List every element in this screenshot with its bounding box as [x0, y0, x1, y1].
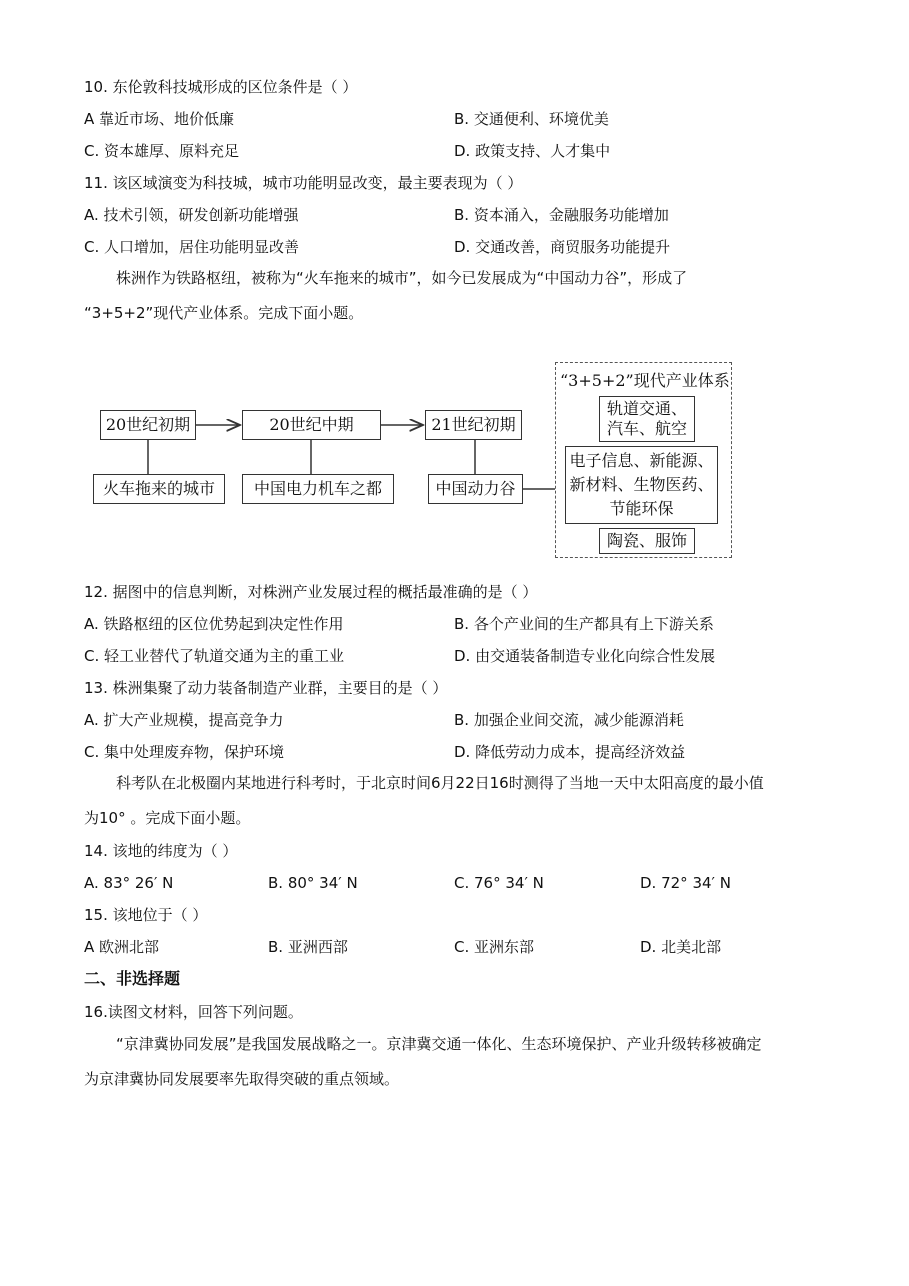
group2-line3: 节能环保: [609, 499, 674, 518]
q10-stem: 10. 东伦敦科技城形成的区位条件是（ ）: [84, 78, 358, 96]
q10-option-b: B. 交通便利、环境优美: [454, 110, 609, 128]
section2-title: 二、非选择题: [84, 969, 181, 988]
q12-option-a: A. 铁路枢纽的区位优势起到决定性作用: [84, 615, 344, 633]
q15-option-c: C. 亚洲东部: [454, 938, 535, 956]
q11-option-c: C. 人口增加，居住功能明显改善: [84, 238, 300, 256]
q16-material-line2: 为京津冀协同发展要率先取得突破的重点领域。: [84, 1070, 400, 1088]
q12-option-b: B. 各个产业间的生产都具有上下游关系: [454, 615, 714, 633]
group1-line1: 轨道交通、: [606, 399, 687, 418]
q12-option-d: D. 由交通装备制造专业化向综合性发展: [454, 647, 716, 665]
q14-option-c: C. 76° 34′ N: [454, 874, 544, 892]
industry-group-5: [565, 446, 718, 524]
q13-stem: 13. 株洲集聚了动力装备制造产业群，主要目的是（ ）: [84, 679, 448, 697]
q11-stem: 11. 该区域演变为科技城，城市功能明显改变，最主要表现为（ ）: [84, 174, 523, 192]
label-box-2: 中国电力机车之都: [242, 474, 394, 504]
q14-stem: 14. 该地的纬度为（ ）: [84, 842, 238, 860]
q13-option-d: D. 降低劳动力成本，提高经济效益: [454, 743, 686, 761]
period-box-1: 20世纪初期: [100, 410, 196, 440]
q11-option-d: D. 交通改善，商贸服务功能提升: [454, 238, 671, 256]
q14-option-a: A. 83° 26′ N: [84, 874, 174, 892]
group1-line2: 汽车、航空: [606, 419, 687, 438]
period-box-2: 20世纪中期: [242, 410, 381, 440]
q15-option-a: A 欧洲北部: [84, 938, 160, 956]
period-box-3: 21世纪初期: [425, 410, 522, 440]
intro14-line1: 科考队在北极圈内某地进行科考时，于北京时间6月22日16时测得了当地一天中太阳高度的最小值: [116, 774, 764, 792]
q11-option-a: A. 技术引领，研发创新功能增强: [84, 206, 299, 224]
q15-stem: 15. 该地位于（ ）: [84, 906, 208, 924]
intro12-line2: “3+5+2”现代产业体系。完成下面小题。: [84, 304, 364, 322]
group2-line2: 新材料、生物医药、: [569, 475, 714, 494]
q15-option-b: B. 亚洲西部: [268, 938, 348, 956]
label-box-1: 火车拖来的城市: [93, 474, 225, 504]
intro12-line1: 株洲作为铁路枢纽，被称为“火车拖来的城市”，如今已发展成为“中国动力谷”，形成了: [116, 269, 688, 287]
q10-option-c: C. 资本雄厚、原料充足: [84, 142, 240, 160]
q14-option-d: D. 72° 34′ N: [640, 874, 731, 892]
label-box-3: 中国动力谷: [428, 474, 523, 504]
q14-option-b: B. 80° 34′ N: [268, 874, 358, 892]
q12-stem: 12. 据图中的信息判断，对株洲产业发展过程的概括最准确的是（ ）: [84, 583, 538, 601]
industry-group-3: [599, 396, 695, 442]
q16-stem: 16.读图文材料，回答下列问题。: [84, 1003, 303, 1021]
q12-option-c: C. 轻工业替代了轨道交通为主的重工业: [84, 647, 345, 665]
q13-option-a: A. 扩大产业规模，提高竞争力: [84, 711, 284, 729]
q15-option-d: D. 北美北部: [640, 938, 722, 956]
q13-option-b: B. 加强企业间交流，减少能源消耗: [454, 711, 684, 729]
q10-option-a: A 靠近市场、地价低廉: [84, 110, 235, 128]
industry-group-2: 陶瓷、服饰: [599, 528, 695, 554]
group2-line1: 电子信息、新能源、: [569, 451, 714, 470]
q16-material-line1: “京津冀协同发展”是我国发展战略之一。京津冀交通一体化、生态环境保护、产业升级转移被确定: [116, 1035, 762, 1053]
q10-option-d: D. 政策支持、人才集中: [454, 142, 611, 160]
q11-option-b: B. 资本涌入，金融服务功能增加: [454, 206, 669, 224]
industry-system-title: “3+5+2”现代产业体系: [560, 371, 730, 390]
intro14-line2: 为10° 。完成下面小题。: [84, 809, 251, 827]
q13-option-c: C. 集中处理废弃物，保护环境: [84, 743, 285, 761]
